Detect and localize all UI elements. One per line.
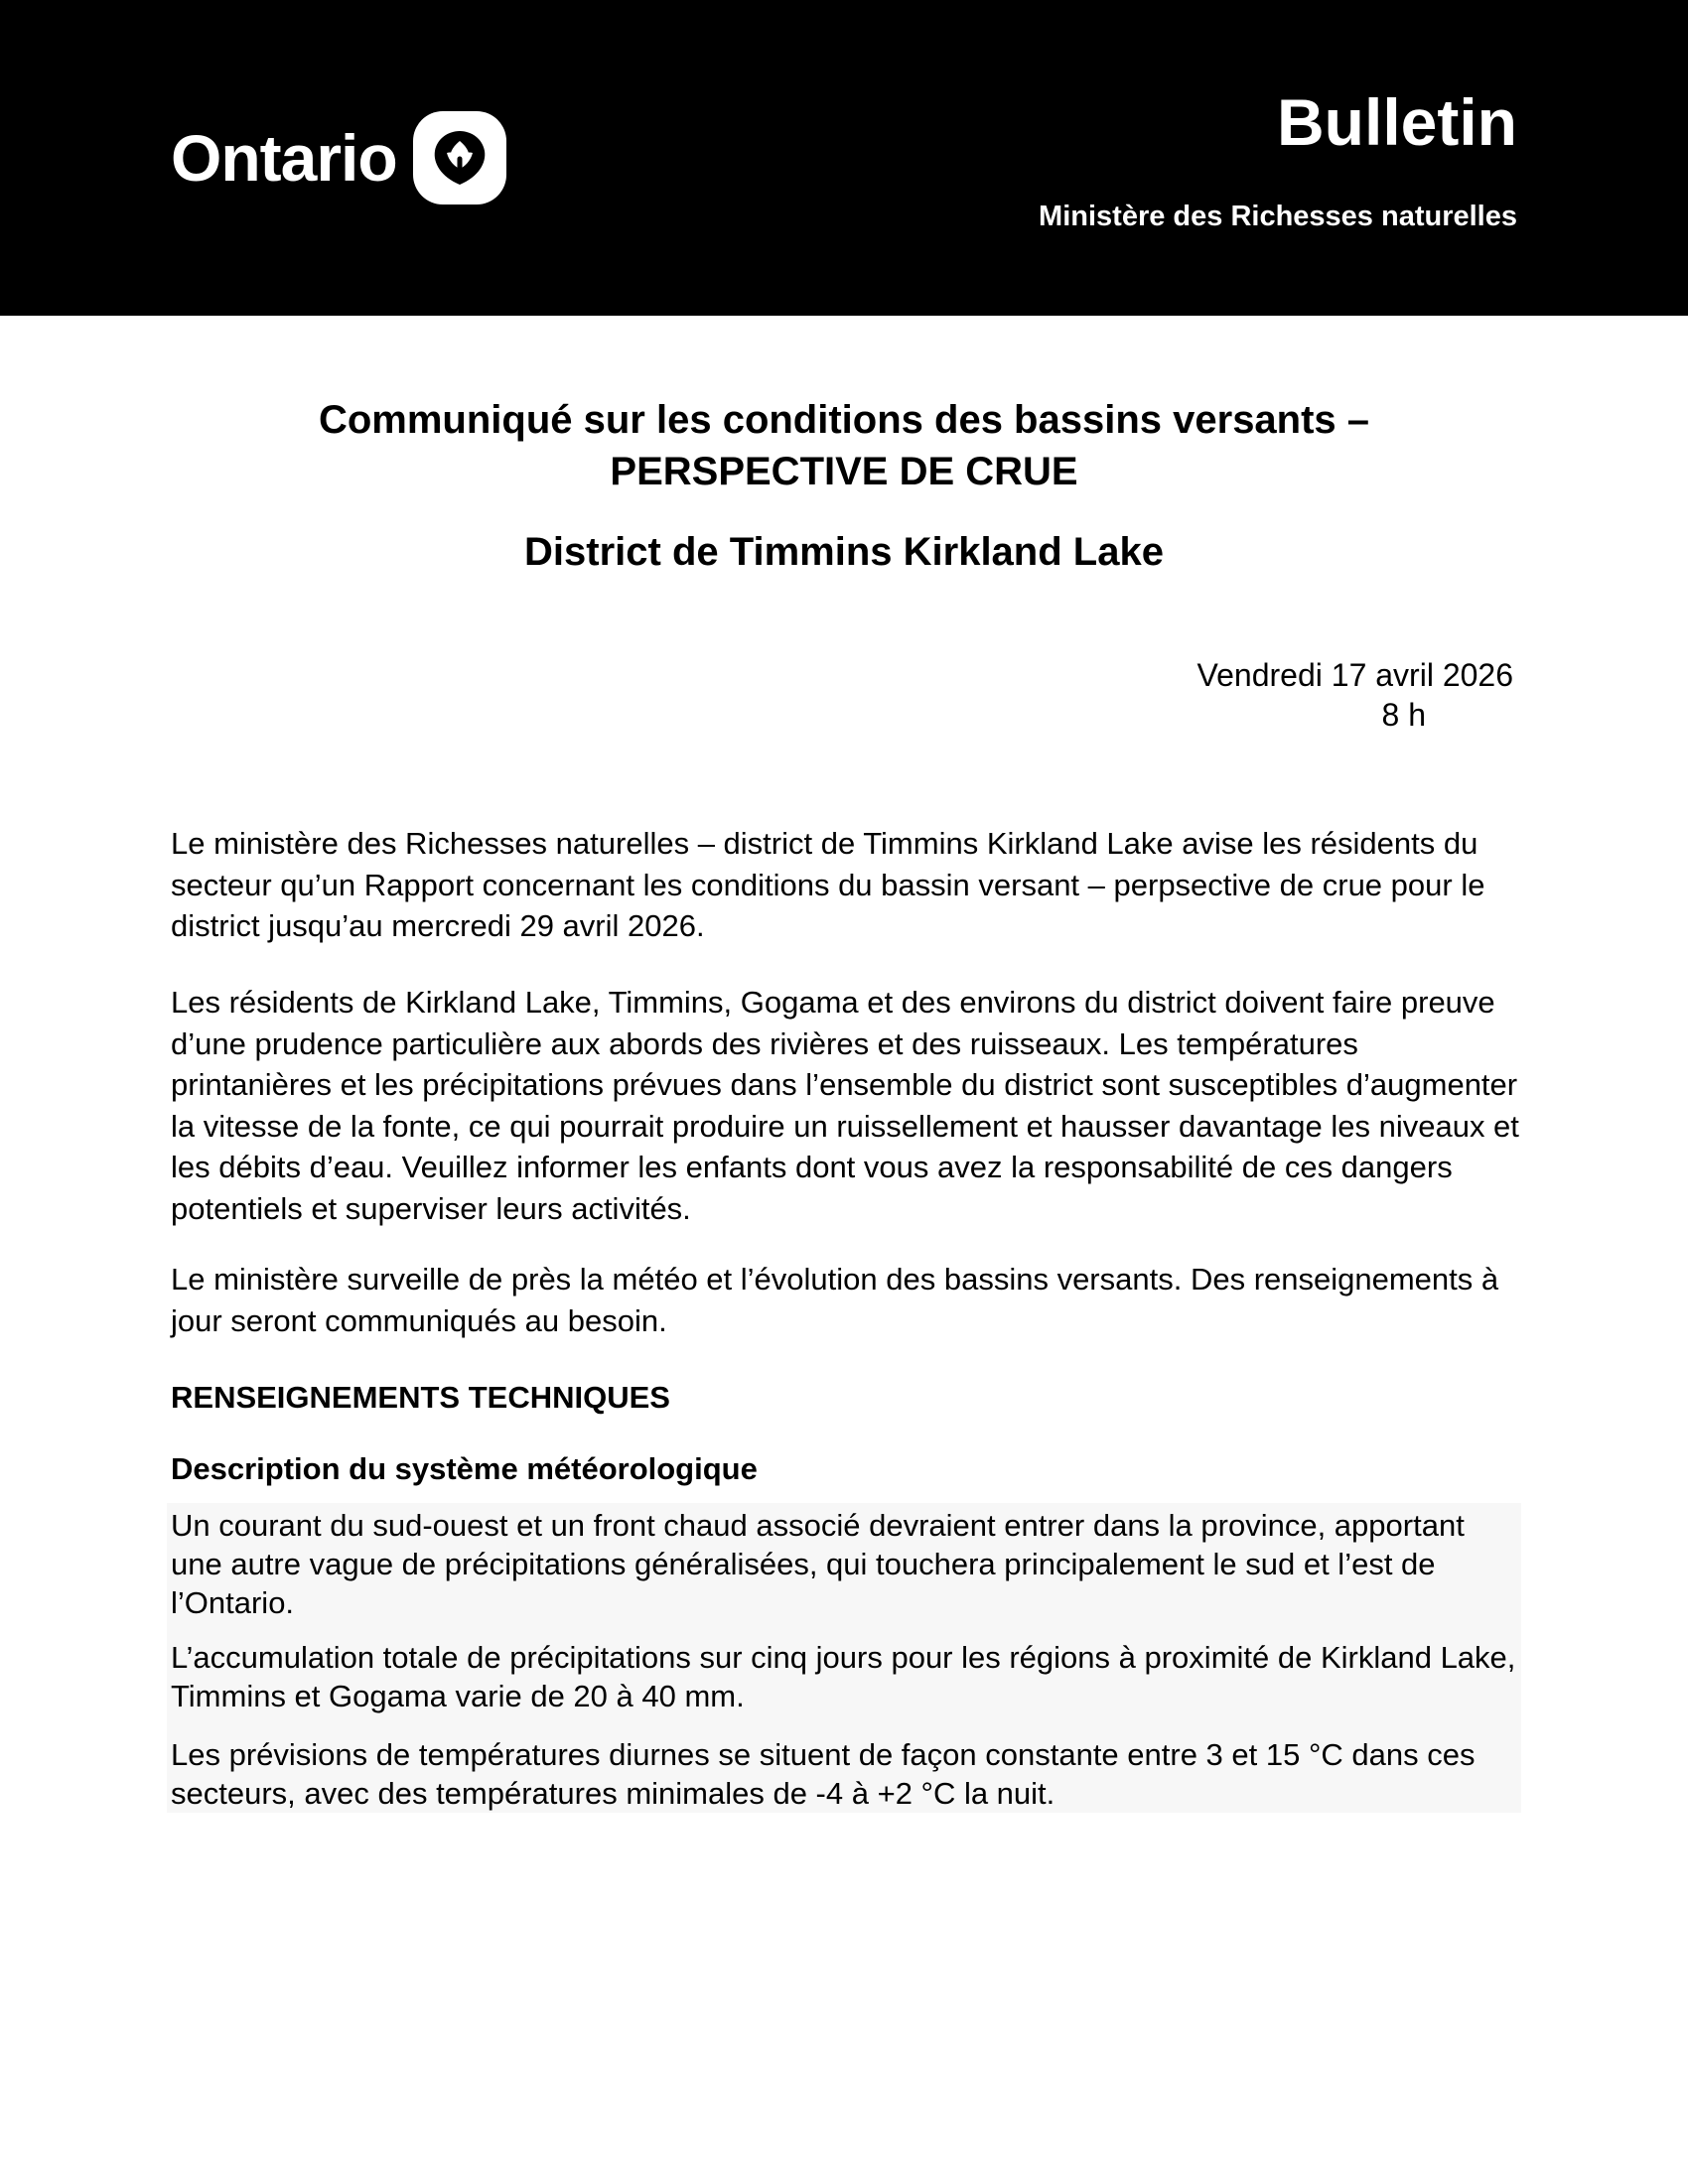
ontario-logo (171, 111, 506, 205)
district-title: District de Timmins Kirkland Lake (524, 530, 1164, 574)
weather-heading: Description du système météorologique (171, 1451, 758, 1486)
trillium-icon (413, 111, 506, 205)
paragraph: Le ministère des Richesses naturelles – district de Timmins Kirkland Lake avise les résidents du secteur qu’un Rapport concernant les conditions du bassin versant – perpsective de crue pour le district jusqu’au mercredi 29 avril 2026. (171, 826, 1485, 943)
document-title (0, 394, 1688, 497)
bulletin-title: Bulletin (1277, 85, 1517, 159)
date-text: Vendredi 17 avril 2026 (1196, 657, 1513, 693)
issue-date (1197, 655, 1513, 735)
weather-paragraph: Un courant du sud-ouest et un front chaud associé devraient entrer dans la province, apportant une autre vague de précipitations généralisées, qui touchera principalement le sud et l’est de l’Ontario. (171, 1508, 1465, 1620)
paragraph: Les résidents de Kirkland Lake, Timmins, Gogama et des environs du district doivent faire preuve d’une prudence particulière aux abords des rivières et des ruisseaux. Les températures printanières et les précipitations prévues dans l’ensemble du district sont susceptibles d’augmenter la vitesse de la fonte, ce qui pourrait produire un ruissellement et hausser davantage les niveaux et les débits d’eau. Veuillez informer les enfants dont vous avez la responsabilité de ces dangers potentiels et superviser leurs activités. (171, 985, 1519, 1226)
paragraph: Le ministère surveille de près la météo et l’évolution des bassins versants. Des renseignements à jour seront communiqués au besoin. (171, 1262, 1499, 1338)
document-title-line1: Communiqué sur les conditions des bassins versants – (318, 398, 1370, 442)
logo-wordmark: Ontario (171, 121, 397, 195)
time-text: 8 h (1381, 697, 1426, 733)
document-title-line2: PERSPECTIVE DE CRUE (610, 450, 1078, 493)
weather-paragraph: Les prévisions de températures diurnes se situent de façon constante entre 3 et 15 °C dans ces secteurs, avec des températures minimales de -4 à +2 °C la nuit. (171, 1737, 1476, 1811)
weather-paragraph: L’accumulation totale de précipitations sur cinq jours pour les régions à proximité de Kirkland Lake, Timmins et Gogama varie de 20 à 40 mm. (171, 1640, 1516, 1713)
ministry-name: Ministère des Richesses naturelles (1039, 201, 1517, 232)
technical-heading: RENSEIGNEMENTS TECHNIQUES (171, 1380, 670, 1415)
header-banner (0, 0, 1688, 316)
